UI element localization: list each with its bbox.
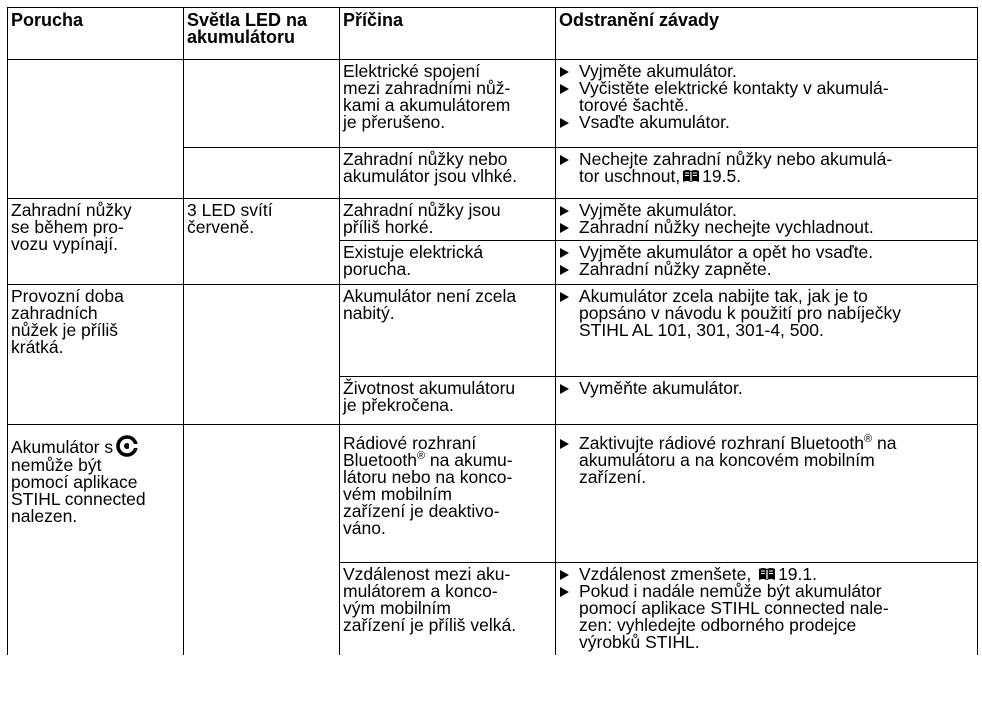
- stihl-connected-icon: [116, 435, 138, 457]
- remedy-step: Vzdálenost zmenšete, 19.1.: [559, 566, 975, 583]
- header-cause: Příčina: [340, 8, 556, 60]
- book-icon: [682, 169, 700, 184]
- remedy-step: Pokud i nadále nemůže být akumulátor pomocí aplikace STIHL connected nale- zen: vyhledejte odborného prodejce výrobků STIHL.: [559, 583, 975, 651]
- table-row: [8, 199, 978, 241]
- remedy-cell: [556, 425, 978, 563]
- remedy-cell: [556, 377, 978, 425]
- cause-cell: Elektrické spojení mezi zahradními nůž- kami a akumulátorem je přerušeno.: [340, 60, 556, 148]
- led-cell-empty: [184, 60, 340, 148]
- cause-cell: Zahradní nůžky nebo akumulátor jsou vlhké.: [340, 148, 556, 199]
- remedy-cell: [556, 148, 978, 199]
- led-cell-empty: [184, 148, 340, 199]
- header-fault: Porucha: [8, 8, 184, 60]
- table-row: [8, 425, 978, 563]
- fault-cell-empty: [8, 60, 184, 199]
- cause-cell: Akumulátor není zcela nabitý.: [340, 285, 556, 377]
- fault-cell: Provozní doba zahradních nůžek je příliš krátká.: [8, 285, 184, 425]
- troubleshooting-table: [7, 7, 978, 655]
- led-cell-empty: [184, 425, 340, 656]
- remedy-step: Zahradní nůžky nechejte vychladnout.: [559, 219, 975, 236]
- remedy-step: Zaktivujte rádiové rozhraní Bluetooth® na akumulátoru a na koncovém mobilním zařízení.: [559, 435, 975, 486]
- fault-cell: Akumulátor s nemůže být pomocí aplikace STIHL connected nalezen.: [8, 425, 184, 656]
- remedy-step: Nechejte zahradní nůžky nebo akumulá- tor uschnout, 19.5.: [559, 151, 975, 185]
- remedy-step: Vyčistěte elektrické kontakty v akumulá- torové šachtě.: [559, 80, 975, 114]
- remedy-step: Zahradní nůžky zapněte.: [559, 261, 975, 278]
- remedy-step: Vsaďte akumulátor.: [559, 114, 975, 131]
- remedy-cell: [556, 241, 978, 285]
- remedy-cell: [556, 285, 978, 377]
- led-cell: 3 LED svítí červeně.: [184, 199, 340, 285]
- remedy-step: Vyměňte akumulátor.: [559, 380, 975, 397]
- remedy-step: Vyjměte akumulátor.: [559, 202, 975, 219]
- remedy-step: Vyjměte akumulátor a opět ho vsaďte.: [559, 244, 975, 261]
- table-row: [8, 60, 978, 148]
- cause-cell: Zahradní nůžky jsou příliš horké.: [340, 199, 556, 241]
- remedy-step: Akumulátor zcela nabijte tak, jak je to popsáno v návodu k použití pro nabíječky STIHL AL 101, 301, 301-4, 500.: [559, 288, 975, 339]
- fault-cell: Zahradní nůžky se během pro- vozu vypínají.: [8, 199, 184, 285]
- cause-cell: Vzdálenost mezi aku- mulátorem a konco- vým mobilním zařízení je příliš velká.: [340, 563, 556, 656]
- book-icon: [758, 567, 776, 582]
- cause-cell: Rádiové rozhraní Bluetooth® na akumu- látoru nebo na konco- vém mobilním zařízení je deaktivo- váno.: [340, 425, 556, 563]
- remedy-cell: [556, 563, 978, 656]
- table-header-row: [8, 8, 978, 60]
- cause-cell: Životnost akumulátoru je překročena.: [340, 377, 556, 425]
- remedy-step: Vyjměte akumulátor.: [559, 63, 975, 80]
- header-led: Světla LED na akumulátoru: [184, 8, 340, 60]
- header-remedy: Odstranění závady: [556, 8, 978, 60]
- table-row: [8, 285, 978, 377]
- remedy-cell: [556, 60, 978, 148]
- led-cell-empty: [184, 285, 340, 425]
- cause-cell: Existuje elektrická porucha.: [340, 241, 556, 285]
- remedy-cell: [556, 199, 978, 241]
